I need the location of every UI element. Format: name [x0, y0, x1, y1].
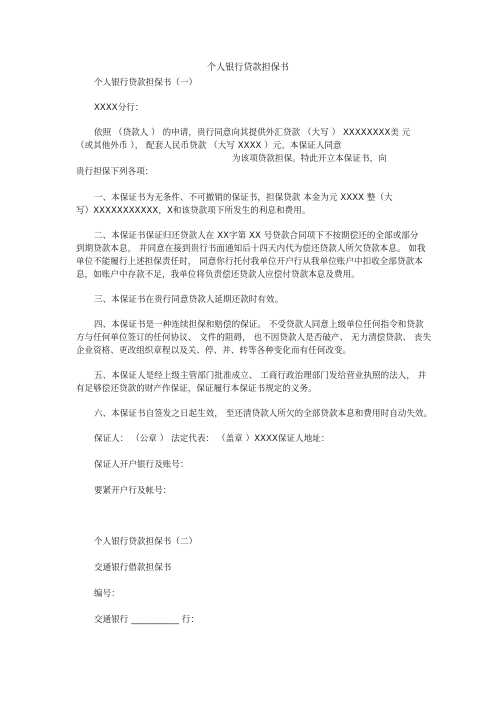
- intro-line-1: 依照 （贷款人 ） 的申请，贵行同意向其提供外汇贷款 （大写 ） XXXXXXXX美 元: [94, 128, 411, 138]
- guarantor-bank-account-line: 保证人开户银行及账号：: [94, 460, 189, 470]
- clause4-line-1: 四、本保证书是一种连续担保和赔偿的保证。 不受贷款人同意上级单位任何指令和贷款: [94, 320, 424, 330]
- intro-line-4: 贵行担保下列各项：: [76, 167, 154, 177]
- clause6-line-1: 六、本保证书自签发之日起生效， 至还清贷款人所欠的全部贷款本息和费用时自动失效。: [94, 409, 433, 419]
- intro-line-2: （或其他外币 ）， 配套人民币贷款 （大写 XXXX ）元。本保证人同意: [76, 141, 342, 151]
- clause2-line-4: 息，如账户中存款不足，我单位将负责偿还贷款人应偿付贷款本息及费用。: [76, 270, 360, 280]
- document-title: 个人银行贷款担保书: [207, 63, 289, 73]
- section2-heading: 个人银行贷款担保书（二）: [94, 537, 198, 547]
- clause5-line-2: 有足够偿还贷款的财产作保证，保证履行本保证书规定的义务。: [76, 384, 317, 394]
- bank-branch-line: 交通银行 ___________ 行：: [94, 615, 200, 625]
- clause3-line-1: 三、本保证书在贵行同意贷款人延期还款时有效。: [94, 295, 284, 305]
- section1-heading: 个人银行贷款担保书（一）: [94, 78, 198, 88]
- clause1-line-2: 写）XXXXXXXXXXX，X和该贷款项下所发生的利息和费用。: [76, 206, 311, 216]
- guarantor-signature-line: 保证人： （公章 ） 法定代表： （盖章 ）XXXX保证人地址：: [94, 434, 330, 444]
- clause5-line-1: 五、本保证人是经上级主管部门批准成立、 工商行政治理部门发给营业执照的法人， 并: [94, 371, 427, 381]
- clause1-line-1: 一、本保证书为无条件、不可撤销的保证书，担保贷款 本金为元 XXXX 整（大: [94, 193, 393, 203]
- clause4-line-2: 方与任何单位签订的任何协议、 文件的阻碍， 也不因贷款人是否破产、 无力清偿贷款、 丧失: [76, 333, 432, 343]
- clause4-line-3: 企业资格、更改组织章程以及关、停、并、转等各种变化而有任何改变。: [76, 346, 352, 356]
- required-bank-account-line: 要紧开户行及帐号：: [94, 486, 172, 496]
- number-label: 编号：: [94, 589, 120, 599]
- clause2-line-1: 二、本保证书保证归还贷款人在 XX字第 XX 号贷款合同项下不按期偿还的全部或部分: [94, 231, 419, 241]
- addressee-line: XXXX分行：: [94, 103, 144, 113]
- section2-subheading: 交通银行借款担保书: [94, 563, 172, 573]
- clause2-line-2: 到期贷款本息， 并同意在接到贵行书面通知后十四天内代为偿还贷款人所欠贷款本息。 如我: [76, 244, 426, 254]
- clause2-line-3: 单位不能履行上述担保责任时， 同意你行托付我单位开户行从我单位账户中扣收全部贷款本: [76, 257, 423, 267]
- intro-line-3: 为该项贷款担保。特此开立本保证书，向: [232, 154, 387, 164]
